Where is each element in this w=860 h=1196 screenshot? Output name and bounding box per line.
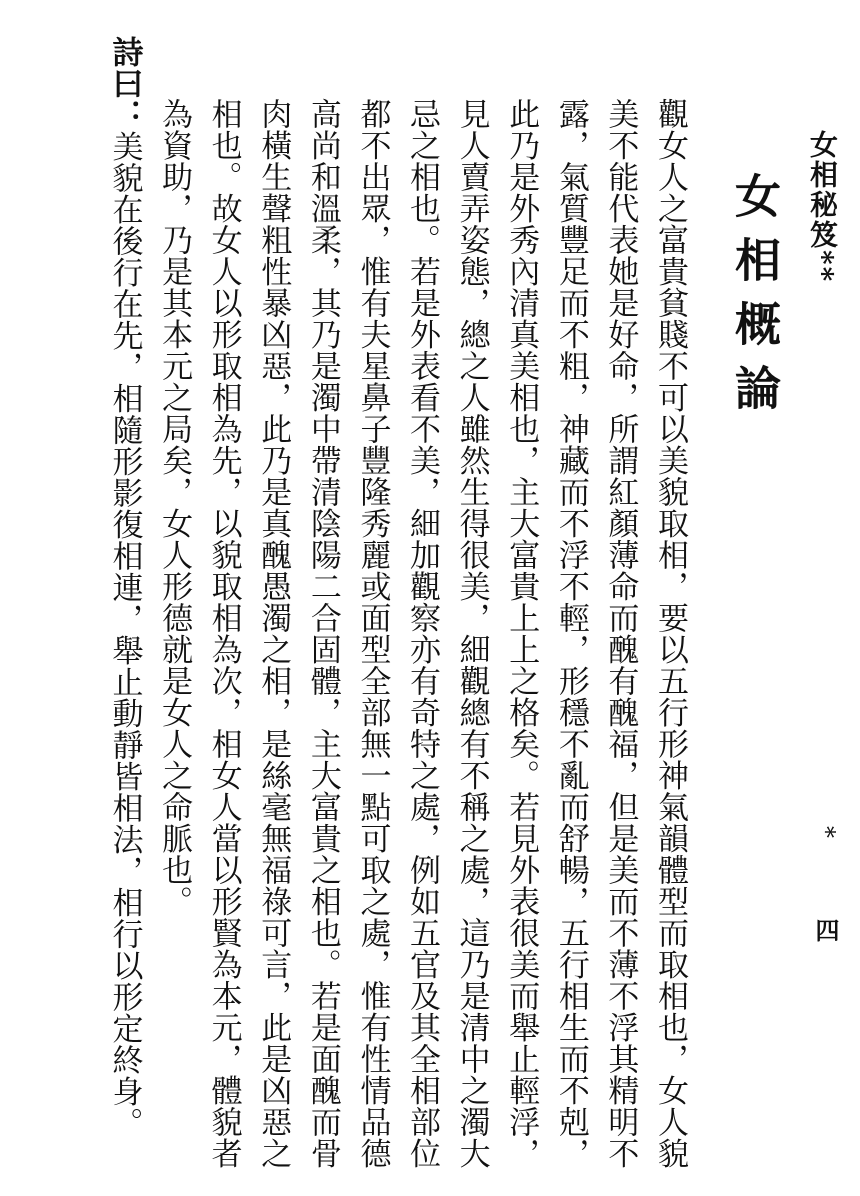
page-number: 四 — [811, 918, 840, 942]
chapter-title: 女相概論 — [728, 172, 782, 428]
poem-text: 美貌在後行在先，相隨形影復相連，舉止動靜皆相法，相行以形定終身。 — [106, 130, 143, 1139]
header-ornament: ** — [806, 250, 839, 284]
body-text — [106, 36, 694, 1176]
running-header — [806, 130, 839, 284]
poem-label: 詩曰： — [106, 36, 143, 131]
body-paragraph: 觀女人之富貴貧賤不可以美貌取相，要以五行形神氣韻體型而取相也，女人貌美不能代表她是好命，所謂紅顏薄命而醜有醜福，但是美而不薄不浮其精明不露，氣質豐足而不粗，神藏而不浮不輕，形穩不亂而舒暢，五行相生而不剋，此乃是外秀內清真美相也，主大富貴上上之格矣。若見外表很美而舉止輕浮，見人賣弄姿態，總之人雖然生得很美，細觀總有不稱之處，這乃是清中之濁大忌之相也。若是外表看不美，細加觀察亦有奇特之處，例如五官及其全相部位都不出眾，惟有夫星鼻子豐隆秀麗或面型全部無一點可取之處，惟有性情品德高尚和溫柔，其乃是濁中帶清陰陽二合固體，主大富貴之相也。若是面醜而骨肉橫生聲粗性暴凶惡，此乃是真醜愚濁之相，是絲毫無福祿可言，此是凶惡之相也。故女人以形取相為先，以貌取相為次，相女人當以形賢為本元，體貌者為資助，乃是其本元之局矣，女人形德就是女人之命脈也。 — [156, 98, 688, 1169]
running-title: 女相秘笈 — [806, 130, 839, 250]
poem-paragraph — [99, 36, 149, 1176]
page-marker: * — [812, 826, 840, 838]
